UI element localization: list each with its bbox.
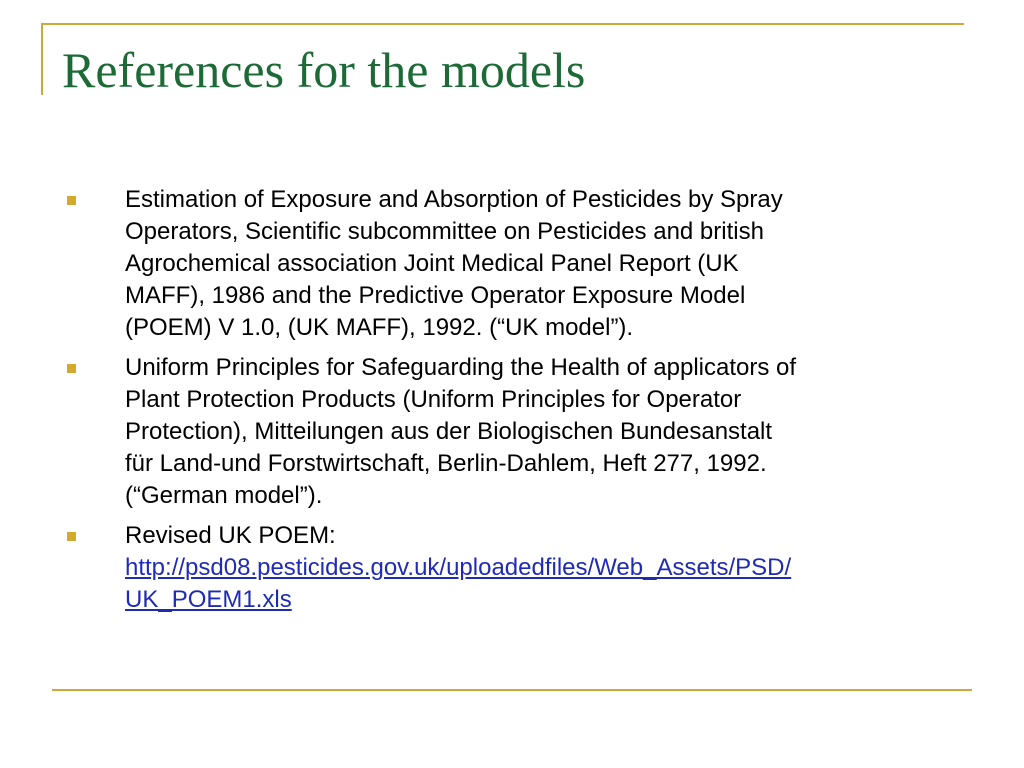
list-item-revised-poem	[0, 520, 1000, 616]
list-item-text-line: Uniform Principles for Safeguarding the Health of applicators of	[125, 354, 797, 381]
list-item-text-line: Plant Protection Products (Uniform Principles for Operator	[125, 386, 742, 413]
list-item-text-line: Estimation of Exposure and Absorption of Pesticides by Spray	[125, 186, 783, 213]
reference-list	[0, 184, 1000, 624]
list-item-text-line: Agrochemical association Joint Medical Panel Report (UK	[125, 250, 739, 277]
list-item-text-line: Protection), Mitteilungen aus der Biologischen Bundesanstalt	[125, 418, 773, 445]
poem-spreadsheet-link[interactable]	[125, 552, 1000, 616]
left-border-rule	[41, 23, 43, 95]
list-item-text-line: MAFF), 1986 and the Predictive Operator Exposure Model	[125, 282, 746, 309]
link-text-line-2[interactable]: UK_POEM1.xls	[125, 586, 292, 613]
list-item-uk-model	[0, 184, 1000, 344]
list-item-text-line: (POEM) V 1.0, (UK MAFF), 1992. (“UK model”).	[125, 314, 634, 341]
bottom-border-rule	[52, 689, 972, 691]
square-bullet-icon	[67, 364, 76, 373]
list-item-text-line: Operators, Scientific subcommittee on Pesticides and british	[125, 218, 764, 245]
list-item-text-line: Revised UK POEM:	[125, 522, 336, 549]
link-text-line-1[interactable]: http://psd08.pesticides.gov.uk/uploadedfiles/Web_Assets/PSD/	[125, 554, 792, 581]
top-border-rule	[42, 23, 964, 25]
square-bullet-icon	[67, 532, 76, 541]
list-item-german-model	[0, 352, 1000, 512]
square-bullet-icon	[67, 196, 76, 205]
slide-title: References for the models	[62, 42, 586, 98]
list-item-text-line: für Land-und Forstwirtschaft, Berlin-Dahlem, Heft 277, 1992.	[125, 450, 767, 477]
list-item-text-line: (“German model”).	[125, 482, 323, 509]
